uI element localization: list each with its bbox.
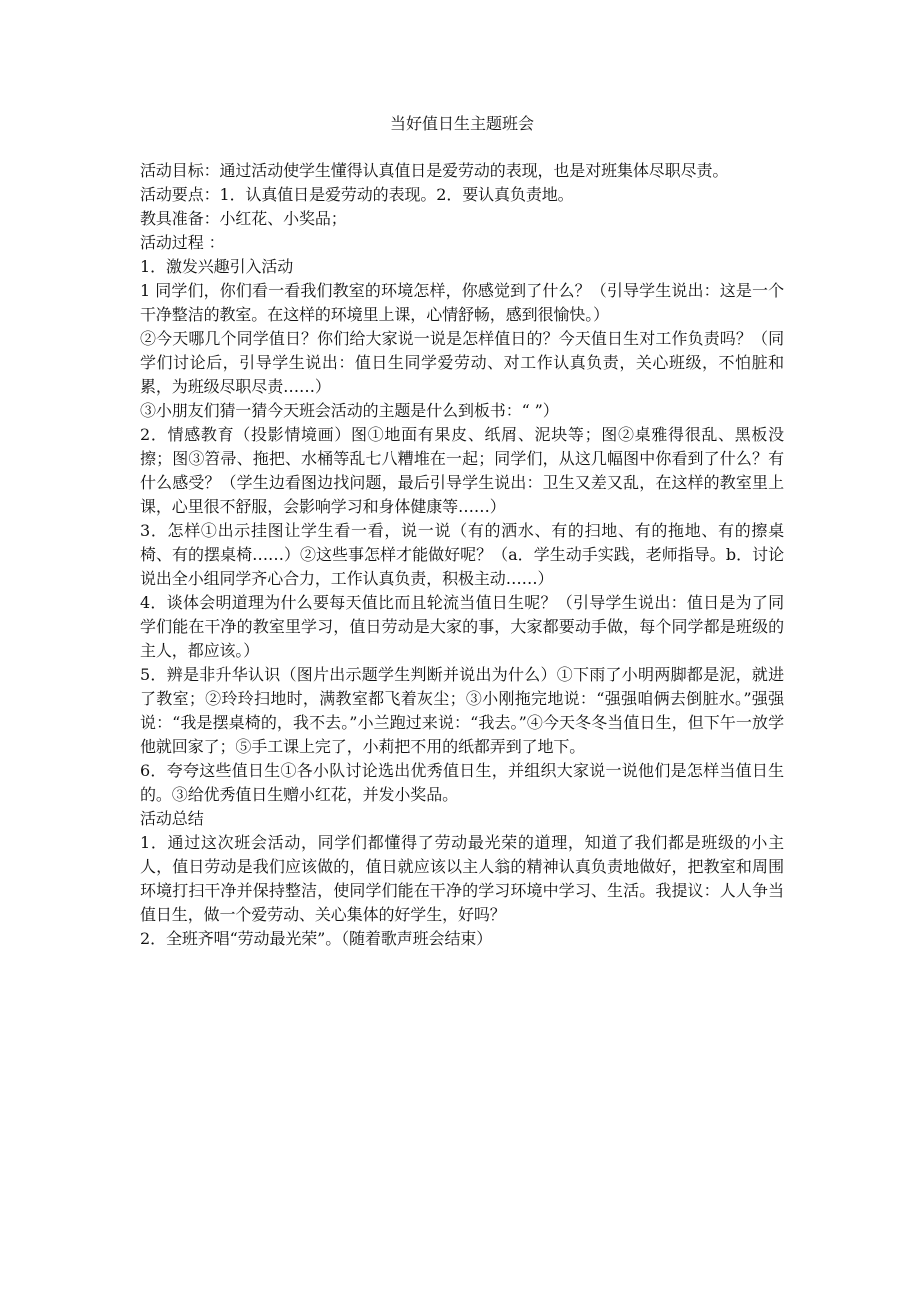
paragraph-materials: 教具准备：小红花、小奖品；	[140, 209, 347, 228]
paragraph-step-1-part-3: ③小朋友们猜一猜今天班会活动的主题是什么到板书：“ ”）	[140, 401, 559, 420]
paragraph-step-5: 5．辨是非升华认识（图片出示题学生判断并说出为什么）①下雨了小明两脚都是泥，就进了教室；②玲玲扫地时，满教室都飞着灰尘；③小刚拖完地说：“强强咱俩去倒脏水。”强强说：“我是摆桌椅的，我不去。”小兰跑过来说：“我去。”④今天冬冬当值日生，但下午一放学他就回家了；⑤手工课上完了，小莉把不用的纸都弄到了地下。	[140, 665, 784, 756]
document-page	[140, 112, 784, 951]
document-title: 当好值日生主题班会	[389, 114, 534, 133]
paragraph-process-heading: 活动过程 ：	[140, 233, 225, 252]
paragraph-step-2: 2．情感教育（投影情境画）图①地面有果皮、纸屑、泥块等；图②桌雅得很乱、黑板没擦；图③笤帚、拖把、水桶等乱七八糟堆在一起；同学们，从这几幅图中你看到了什么？有什么感受？（学生边看图边找问题，最后引导学生说出：卫生又差又乱，在这样的教室里上课，心里很不舒服，会影响学习和身体健康等……）	[140, 425, 784, 516]
paragraph-step-6: 6．夸夸这些值日生①各小队讨论选出优秀值日生，并组织大家说一说他们是怎样当值日生的。③给优秀值日生赠小红花，并发小奖品。	[140, 761, 784, 804]
document-body	[140, 159, 784, 951]
paragraph-summary-1: 1．通过这次班会活动，同学们都懂得了劳动最光荣的道理，知道了我们都是班级的小主人，值日劳动是我们应该做的，值日就应该以主人翁的精神认真负责地做好，把教室和周围环境打扫干净并保持整洁，使同学们能在干净的学习环境中学习、生活。我提议：人人争当值日生，做一个爱劳动、关心集体的好学生，好吗？	[140, 833, 784, 924]
paragraph-summary-2: 2．全班齐唱“劳动最光荣”。（随着歌声班会结束）	[140, 929, 493, 948]
paragraph-step-1-heading: 1．激发兴趣引入活动	[140, 257, 294, 276]
paragraph-step-1-part-1: 1 同学们，你们看一看我们教室的环境怎样，你感觉到了什么？（引导学生说出：这是一个干净整洁的教室。在这样的环境里上课，心情舒畅，感到很愉快。）	[140, 281, 784, 324]
paragraph-step-4: 4．谈体会明道理为什么要每天值比而且轮流当值日生呢？（引导学生说出：值日是为了同学们能在干净的教室里学习，值日劳动是大家的事，大家都要动手做，每个同学都是班级的主人，都应该。）	[140, 593, 784, 660]
paragraph-activity-points: 活动要点：1．认真值日是爱劳动的表现。2．要认真负责地。	[140, 185, 574, 204]
paragraph-activity-goal: 活动目标：通过活动使学生懂得认真值日是爱劳动的表现，也是对班集体尽职尽责。	[140, 161, 729, 180]
paragraph-step-1-part-2: ②今天哪几个同学值日？你们给大家说一说是怎样值日的？今天值日生对工作负责吗？（同学们讨论后，引导学生说出：值日生同学爱劳动、对工作认真负责，关心班级，不怕脏和累，为班级尽职尽责……）	[140, 329, 784, 396]
paragraph-step-3: 3．怎样①出示挂图让学生看一看，说一说（有的洒水、有的扫地、有的拖地、有的擦桌椅、有的摆桌椅……）②这些事怎样才能做好呢？（a．学生动手实践，老师指导。b．讨论说出全小组同学齐心合力，工作认真负责，积极主动……）	[140, 521, 784, 588]
paragraph-summary-heading: 活动总结	[140, 809, 204, 828]
